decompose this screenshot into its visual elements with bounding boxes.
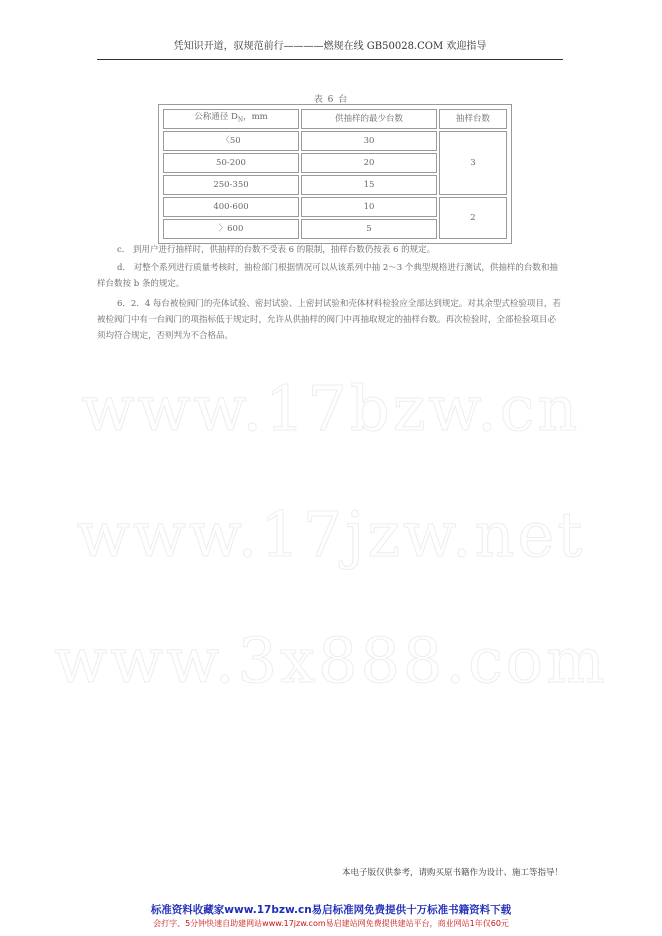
watermark-17jzw: www.17jzw.net (76, 498, 586, 571)
header-nominal-diameter: 公称通径 $D_N$，mm (163, 109, 299, 129)
cell-dn: 〈50 (163, 131, 299, 151)
paragraph-6-2-4: 6．2．4 每台被检阀门的壳体试验、密封试验、上密封试验和壳体材料检验应全部达到规定。对其余型式检验项目，若被检阀门中有一台阀门的项指标低于规定时，允许从供抽样的阀门中再抽取规定的抽样台数。再次检验时，全部检验项目必须均符合规定，否则判为不合格品。 (97, 299, 561, 341)
cell-min-units: 5 (301, 219, 437, 239)
watermark-17bzw: www.17bzw.cn (81, 372, 581, 445)
header-sample-units: 抽样台数 (439, 109, 507, 129)
table-caption: 表 6 台 (313, 95, 349, 105)
cell-dn: 250-350 (163, 175, 299, 195)
table-header-row (163, 109, 507, 129)
sampling-table (158, 104, 512, 244)
cell-min-units: 10 (301, 197, 437, 217)
header-min-units: 供抽样的最少台数 (301, 109, 437, 129)
cell-dn: 400-600 (163, 197, 299, 217)
footer-banner-line2[interactable]: 会打字、5分钟快速自助建网站www.17jzw.com易启建站网免费提供建站平台，商业网站1年仅60元 (153, 919, 509, 928)
cell-sample-units: 3 (439, 131, 507, 195)
cell-dn: 〉600 (163, 219, 299, 239)
cell-min-units: 20 (301, 153, 437, 173)
cell-dn: 50-200 (163, 153, 299, 173)
header-rule (97, 59, 563, 60)
paragraph-d: d． 对整个系列进行质量考核时，抽检部门根据情况可以从该系列中抽 2～3 个典型规格进行测试，供抽样的台数和抽样台数按 b 条的规定。 (97, 263, 558, 289)
cell-min-units: 15 (301, 175, 437, 195)
cell-sample-units: 2 (439, 197, 507, 239)
table-row (163, 131, 507, 151)
paragraph-c: c． 到用户进行抽样时，供抽样的台数不受表 6 的限制，抽样台数仍按表 6 的规定。 (117, 245, 436, 255)
footer-banner-line1[interactable]: 标准资料收藏家www.17bzw.cn易启标准网免费提供十万标准书籍资料下载 (150, 904, 512, 916)
footer-disclaimer: 本电子版仅供参考，请购买原书籍作为设计、施工等指导！ (341, 868, 563, 878)
cell-min-units: 30 (301, 131, 437, 151)
page-header: 凭知识开道，驭规范前行————燃规在线 GB50028.COM 欢迎指导 (173, 41, 487, 52)
watermark-3x888: www.3x888.com (54, 624, 608, 697)
table-row (163, 197, 507, 217)
